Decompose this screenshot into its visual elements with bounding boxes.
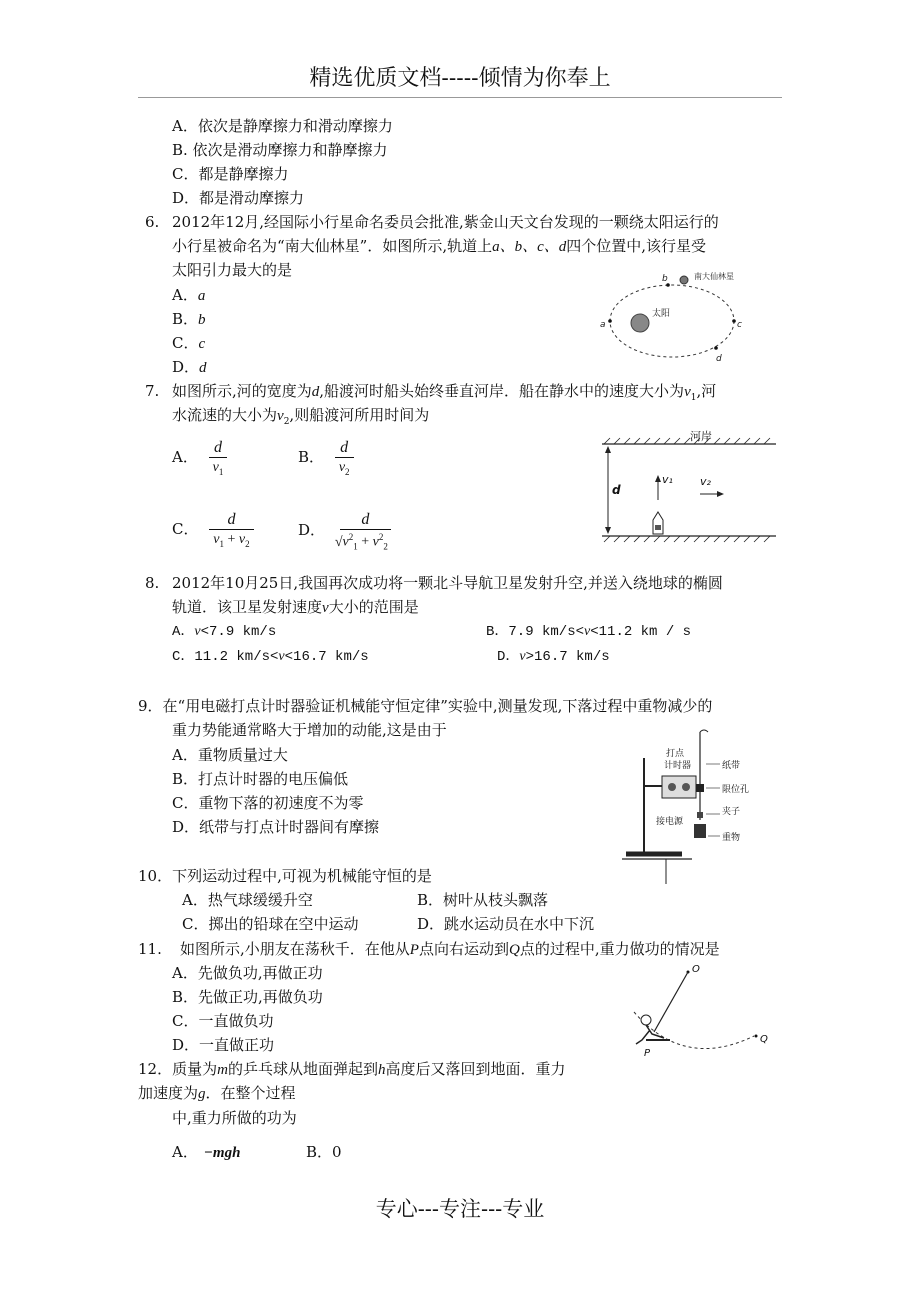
q6-option-b-label: B． [172,310,199,328]
q7-d-sq2: 2 [378,532,384,543]
q11-swing-figure [624,960,774,1060]
point-a-dot [608,319,612,323]
q7-option-a [172,438,227,478]
q7-line2-v2: v [277,408,284,424]
q6-option-c-value: c [198,336,206,352]
tape-hand-icon [700,730,708,732]
q7-a-sub: 1 [218,466,224,477]
q10-line1: 10．下列运动过程中,可视为机械能守恒的是 [138,867,432,885]
q6-option-d-value: d [199,360,207,376]
q7-option-b-fraction [335,438,354,478]
q12-line2-pre: 加速度为 [138,1084,199,1102]
timer-label-2: 计时器 [664,761,692,771]
q10-option-d: D．跳水运动员在水中下沉 [417,915,595,933]
q7-c-numerator: d [227,511,236,528]
q12-line3: 中,重力所做的功为 [172,1109,297,1127]
q8-option-d-label: D． [497,649,520,665]
q6-option-a-value: a [197,288,206,304]
q11-number: 11. [138,940,162,958]
q9-line2: 重力势能通常略大于增加的动能,这是由于 [172,721,447,739]
q7-d-v1: v [342,534,349,550]
q10-option-c: C．掷出的铅球在空中运动 [182,915,359,933]
point-b-label: b [662,274,668,284]
q12-line1-pre: 12．质量为 [138,1060,218,1078]
q12-option-a-label: A． [172,1143,198,1161]
point-q-label: Q [760,1034,768,1045]
q8-option-b-label: B．7.9 km/s< [486,624,585,640]
q12-line1-m: m [217,1062,228,1078]
page-footer: 专心---专注---专业 [375,1197,545,1221]
q6-option-d-label: D． [172,358,200,376]
q12-line1 [138,1060,565,1079]
q7-option-c [172,510,254,550]
q5-option-d: D．都是滑动摩擦力 [172,189,305,207]
page-header: 精选优质文档-----倾情为你奉上 [309,66,611,91]
child-head-icon [641,1015,651,1025]
q7-d-v2: v [372,534,379,550]
q6-option-d [172,358,207,377]
q7-b-numerator: d [340,439,349,456]
hole-label: 限位孔 [722,785,750,795]
q9-option-d: D．纸带与打点计时器间有摩擦 [172,818,380,836]
q8-line2-post: 大小的范围是 [328,598,419,616]
q11-line1-pre: 如图所示,小朋友在荡秋千．在他从 [180,940,410,958]
point-d-label: d [716,354,722,364]
q11-option-d: D．一直做正功 [172,1036,275,1054]
q7-option-b [298,438,354,478]
q8-option-b-v: v [584,624,591,639]
q8-line2 [172,598,419,617]
asteroid-icon [680,276,688,284]
width-arrow-top-head [605,446,611,453]
q11-line1-mid: 点向右运动到 [418,940,509,958]
q7-line1-mid: ,船渡河时船头始终垂直河岸．船在静水中的速度大小为 [319,382,685,400]
q12-line1-post: 高度后又落回到地面．重力 [385,1060,566,1078]
d-label: d [612,483,621,497]
q6-line1: 2012年12月,经国际小行星命名委员会批准,紫金山天文台发现的一颗绕太阳运行的 [172,213,719,231]
point-c-dot [732,319,736,323]
q11-line1-post: 点的过程中,重力做功的情况是 [519,940,720,958]
q9-option-a: A．重物质量过大 [172,746,288,764]
power-label: 接电源 [656,817,684,827]
q7-d-sub1: 1 [353,541,358,552]
top-bank-hatch [604,438,770,444]
q5-option-b: B. 依次是滑动摩擦力和静摩擦力 [172,141,388,159]
q6-line2-pre: 小行星被命名为“南大仙林星”．如图所示,轨道上 [172,237,493,255]
q7-option-a-fraction [209,438,228,478]
bottom-bank-hatch [604,536,770,542]
limit-hole [696,784,704,792]
q8-option-c-text: <16.7 km/s [284,649,369,665]
point-a-label: a [600,320,606,330]
clip-label: 夹子 [722,807,741,817]
tape-label: 纸带 [722,761,741,771]
q7-line2-pre: 水流速的大小为 [172,406,278,424]
clip-icon [697,812,703,818]
orbit-path [610,285,734,357]
q7-c-v1: v [213,532,220,548]
q8-option-c [172,649,369,666]
point-p-label: P [644,1048,651,1059]
q7-d-numerator: d [361,511,370,528]
q6-line2-post: 四个位置中,该行星受 [566,237,707,255]
q7-d-sub2: 2 [383,541,388,552]
q8-number: 8. [145,574,160,592]
q8-line2-v: v [322,600,329,616]
q8-line2-pre: 轨道．该卫星发射速度 [172,598,323,616]
q7-option-d-fraction [336,510,395,552]
q7-b-sub: 2 [345,466,350,477]
q7-b-denominator [335,457,354,478]
q8-line1: 2012年10月25日,我国再次成功将一颗北斗导航卫星发射升空,并送入绕地球的椭圆 [172,574,723,592]
q7-line1-v1: v [684,384,691,400]
q7-option-d [298,510,395,552]
q6-option-a-label: A． [172,286,198,304]
q7-a-numerator: d [213,439,222,456]
v2-arrowhead [717,491,724,497]
q7-number: 7. [145,382,160,400]
point-q-dot [755,1035,758,1038]
q6-orbit-figure [596,263,756,373]
q8-option-a-text: <7.9 km/s [200,624,277,640]
q8-option-c-label: C．11.2 km/s< [172,649,279,665]
q7-a-v: v [212,460,219,476]
q7-option-b-label: B． [298,447,325,466]
bank-label: 河岸 [690,430,712,443]
q7-line1-post: ,河 [696,382,717,400]
swing-rope [654,972,688,1032]
q12-option-a-value: −mgh [203,1145,241,1161]
v1-label: v₁ [662,473,673,486]
q5-option-c: C．都是静摩擦力 [172,165,289,183]
q12-option-a [172,1143,240,1162]
swing-arc [634,1012,754,1049]
q12-line2-post: ．在整个过程 [205,1084,296,1102]
q6-line3: 太阳引力最大的是 [172,261,293,279]
child-body-icon [636,1025,664,1044]
q6-option-c-label: C． [172,334,199,352]
q9-line1: 9．在“用电磁打点计时器验证机械能守恒定律”实验中,测量发现,下落过程中重物减少的 [138,697,713,715]
sun-icon [631,314,649,332]
q8-option-b [486,624,691,641]
q7-c-v2: v [238,532,246,548]
v1-arrowhead [655,475,661,482]
q7-c-sub2: 2 [245,538,250,549]
q7-c-plus: + [223,532,239,548]
boat-cabin [655,525,661,530]
width-arrow-bottom-head [605,527,611,534]
asteroid-label: 南大仙林星 [694,272,734,281]
q6-line2-vars: a、b、c、d [492,239,567,255]
q7-line1-pre: 如图所示,河的宽度为 [172,382,312,400]
weight-icon [694,824,706,838]
q12-line1-h: h [377,1062,386,1078]
q7-b-v: v [338,460,346,476]
q12-line2 [138,1084,296,1103]
sun-label: 太阳 [652,309,671,319]
q6-option-b-value: b [198,312,206,328]
q7-option-a-label: A． [172,447,198,466]
q7-d-sq1: 2 [348,532,354,543]
timer-coil [668,783,676,791]
q7-c-sub1: 1 [219,538,224,549]
q11-option-a: A．先做负功,再做正功 [172,964,323,982]
v2-label: v₂ [700,475,711,488]
q8-option-d-text: >16.7 km/s [525,649,610,665]
q11-option-b: B．先做正功,再做负功 [172,988,323,1006]
q7-a-denominator [209,457,228,478]
point-c-label: c [737,320,742,330]
q7-option-c-fraction [209,510,253,550]
q6-line2 [172,237,706,256]
q7-line2-post: ,则船渡河所用时间为 [289,406,430,424]
q11-line1 [180,940,720,959]
q8-option-d [497,649,610,666]
q11-line1-p: P [409,942,419,958]
q9-option-c: C．重物下落的初速度不为零 [172,794,364,812]
q10-option-b: B．树叶从枝头飘落 [417,891,549,909]
boat-icon [653,512,663,534]
q8-option-c-v: v [278,649,285,664]
q7-d-denominator [336,529,395,552]
q8-option-d-v: v [519,649,526,664]
timer-magnet [682,783,690,791]
q11-option-c: C．一直做负功 [172,1012,274,1030]
q7-line2 [172,406,429,428]
point-d-dot [714,346,718,350]
header-divider [138,97,782,98]
q7-river-figure [600,428,780,548]
q9-option-b: B．打点计时器的电压偏低 [172,770,349,788]
q7-line1 [172,382,716,404]
q6-option-c [172,334,205,353]
q7-line1-v1-sub: 1 [690,393,697,403]
q7-d-plus: + [357,534,373,550]
q7-option-c-label: C． [172,519,199,538]
q9-apparatus-figure [622,728,782,884]
q8-option-a [172,624,276,641]
weight-label: 重物 [722,833,741,843]
q8-option-a-v: v [194,624,201,639]
q7-line2-v2-sub: 2 [283,417,290,427]
q5-option-a: A．依次是静摩擦力和滑动摩擦力 [172,117,393,135]
q7-line1-d: d [311,384,320,400]
q7-c-denominator [209,529,253,550]
q12-line1-mid: 的乒乓球从地面弹起到 [227,1060,378,1078]
q12-line2-g: g [198,1086,206,1102]
q10-option-a: A．热气球缓缓升空 [182,891,313,909]
q7-option-d-label: D． [298,521,326,540]
q6-option-a [172,286,205,305]
q11-line1-q: Q [508,942,520,958]
q8-option-b-text: <11.2 km / s [590,624,692,640]
timer-label-1: 打点 [666,749,685,759]
q12-option-b: B．0 [306,1143,342,1161]
q6-number: 6. [145,213,160,231]
pivot-o-label: O [692,964,700,975]
q7-d-sqrt: $√v^2_1 + v^2_2$ [340,529,391,552]
ticker-timer-body [662,776,696,798]
q6-option-b [172,310,206,329]
q8-option-a-label: A． [172,624,195,640]
